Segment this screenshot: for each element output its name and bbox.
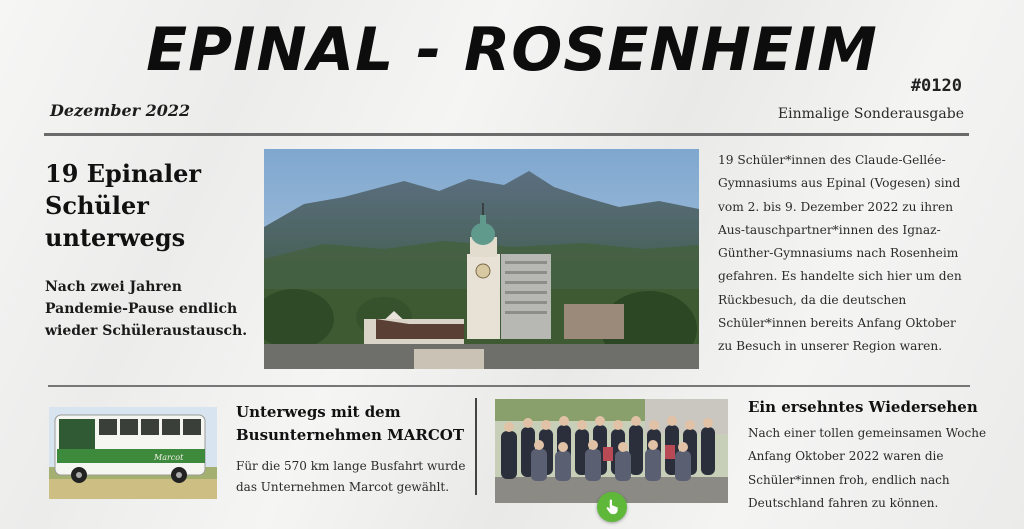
group-photo [495, 399, 728, 503]
bus-photo [49, 407, 217, 499]
reunion-story-body: Nach einer tollen gemeinsamen Woche Anfang Oktober 2022 waren die Schüler*innen froh, endlich nach Deutschland fahren zu können. [748, 426, 987, 510]
rosenheim-photo [264, 149, 699, 369]
issue-date: Dezember 2022 [50, 101, 191, 120]
bus-story-title: Unterwegs mit dem Busunternehmen MARCOT [236, 403, 464, 444]
bus-lettering: Marcot [154, 453, 184, 462]
masthead-title: EPINAL - ROSENHEIM [146, 15, 878, 85]
edition-label: Einmalige Sonderausgabe [777, 106, 964, 122]
hand-pointer-icon [603, 498, 621, 516]
lead-headline: 19 Epinaler Schüler unterwegs [45, 159, 201, 252]
lead-dek: Nach zwei Jahren Pandemie-Pause endlich wieder Schüleraustausch. [45, 279, 248, 339]
column-divider [475, 398, 477, 495]
section-divider [48, 385, 970, 387]
issue-number: #0120 [910, 76, 962, 96]
lead-body: 19 Schüler*innen des Claude-Gellée-Gymnasiums aus Epinal (Vogesen) sind vom 2. bis 9. Dezember 2022 zu ihren Aus-tauschpartner*innen des Ignaz-Günther-Gymnasiums nach Rosenheim gefahren. Es handelte sich hier um den Rückbesuch, da die deutschen Schüler*innen bereits Anfang Oktober zu Besuch in unserer Region waren. [718, 153, 962, 354]
masthead-divider [44, 133, 969, 136]
reunion-story-title: Ein ersehntes Wiedersehen [748, 398, 978, 416]
interaction-button[interactable] [597, 492, 627, 522]
bus-story-body: Für die 570 km lange Busfahrt wurde das Unternehmen Marcot gewählt. [236, 459, 466, 494]
